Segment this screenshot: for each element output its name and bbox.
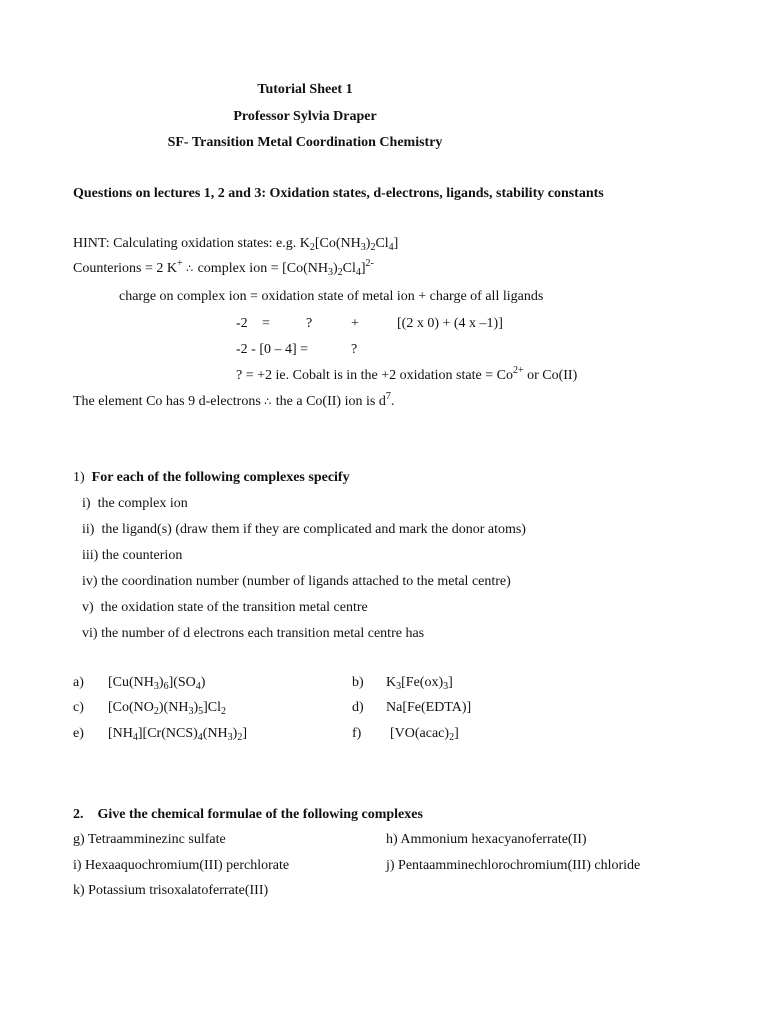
question-2-item-k: k) Potassium trisoxalatoferrate(III) [73, 883, 269, 898]
eq1-equals: = [262, 316, 270, 331]
complex-e-label: e) [73, 726, 84, 741]
complex-f-label: f) [352, 726, 362, 741]
complex-d-formula: Na[Fe(EDTA)] [386, 700, 472, 715]
charge-definition: charge on complex ion = oxidation state of metal ion + charge of all ligands [119, 289, 544, 304]
professor-name: Professor Sylvia Draper [233, 109, 377, 124]
list-item: iv) the coordination number (number of ligands attached to the metal centre) [82, 574, 511, 589]
list-item: iii) the counterion [82, 548, 183, 563]
hint-line: HINT: Calculating oxidation states: e.g. $K_2[Co(NH_3)_2Cl_4]$ [73, 236, 399, 253]
list-item: vi) the number of d electrons each transition metal centre has [82, 626, 425, 641]
eq2-unknown: ? [351, 342, 358, 357]
complex-f-formula: $[VO(acac)_2]$ [390, 726, 459, 743]
list-item: v) the oxidation state of the transition metal centre [82, 600, 368, 615]
list-item: ii) the ligand(s) (draw them if they are complicated and mark the donor atoms) [82, 522, 526, 537]
eq1-unknown: ? [306, 316, 313, 331]
questions-heading: Questions on lectures 1, 2 and 3: Oxidation states, d-electrons, ligands, stability constants [73, 186, 604, 201]
eq3-result: ? = +2 ie. Cobalt is in the +2 oxidation state = $Co^{2+}$ or Co(II) [236, 365, 578, 383]
complex-a-formula: $[Cu(NH_3)_6](SO_4)$ [108, 675, 206, 692]
complex-e-formula: $[NH_4][Cr(NCS)_4(NH_3)_2]$ [108, 726, 248, 743]
complex-a-label: a) [73, 675, 84, 690]
question-2-item-i: i) Hexaaquochromium(III) perchlorate [73, 858, 290, 873]
question-2-heading: 2. Give the chemical formulae of the following complexes [73, 807, 423, 822]
question-2-item-h: h) Ammonium hexacyanoferrate(II) [386, 832, 587, 847]
question-2-item-j: j) Pentaamminechlorochromium(III) chloride [386, 858, 641, 873]
complex-c-formula: $[Co(NO_2)(NH_3)_5]Cl_2$ [108, 700, 226, 717]
eq1-plus: + [351, 316, 359, 331]
therefore-symbol: ∴ [264, 396, 273, 408]
list-item: i) the complex ion [82, 496, 188, 511]
eq1-ligand-charge: [(2 x 0) + (4 x –1)] [397, 316, 503, 331]
complex-b-label: b) [352, 675, 364, 690]
page-title: Tutorial Sheet 1 [257, 82, 353, 97]
therefore-symbol: ∴ [186, 263, 195, 275]
d-electron-line: The element Co has 9 d-electrons ∴ the a Co(II) ion is $d^7$. [73, 391, 395, 409]
question-2-item-g: g) Tetraamminezinc sulfate [73, 832, 226, 847]
eq2-lhs: -2 - [0 – 4] = [236, 342, 309, 357]
complex-b-formula: $K_3[Fe(ox)_3]$ [386, 675, 453, 692]
course-title: SF- Transition Metal Coordination Chemistry [167, 135, 443, 150]
complex-d-label: d) [352, 700, 364, 715]
complex-c-label: c) [73, 700, 84, 715]
question-1-heading: 1) For each of the following complexes specify [73, 470, 350, 485]
counterions-line: Counterions = 2 K+ ∴ complex ion = $[Co(NH_3)_2Cl_4]^{2-}$ [73, 258, 374, 278]
eq1-lhs: -2 [236, 316, 248, 331]
